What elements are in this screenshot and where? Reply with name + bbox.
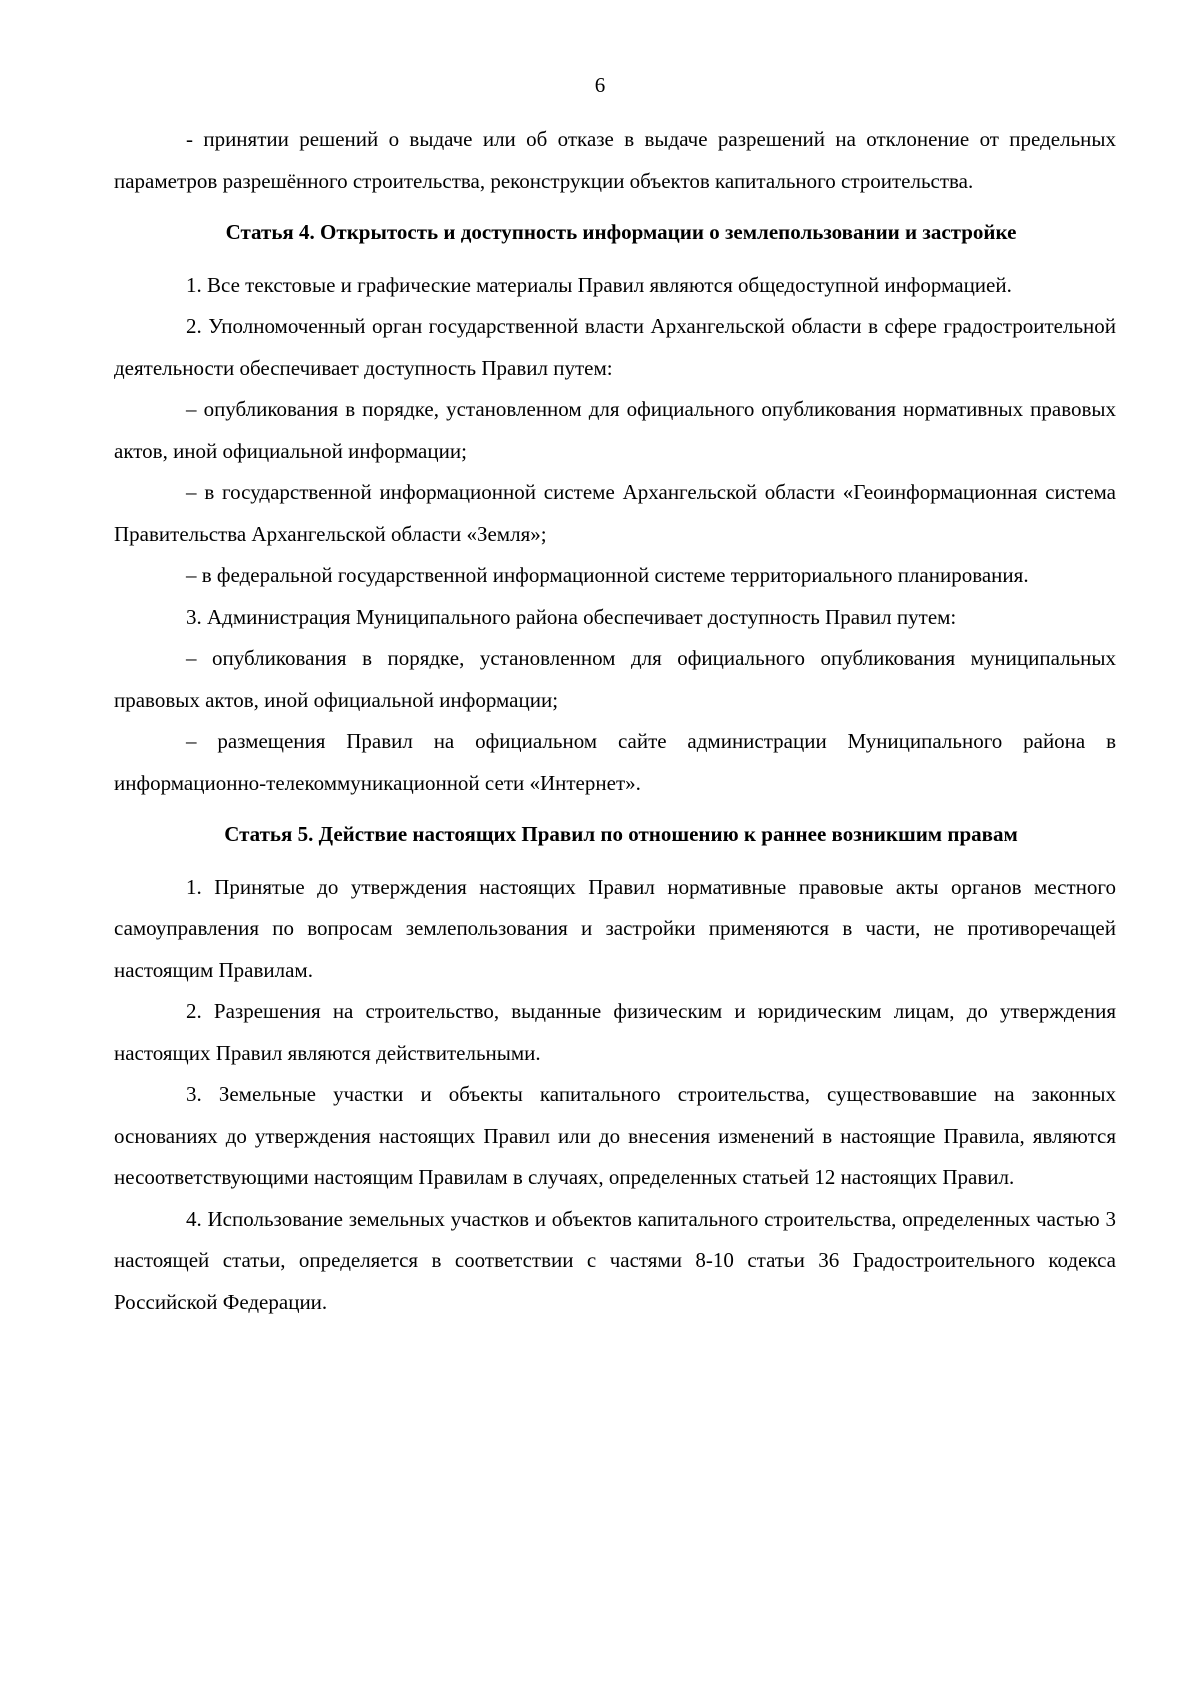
paragraph-4-2: 2. Уполномоченный орган государственной власти Архангельской области в сфере градостроительной деятельности обеспечивает доступность Правил путем: (114, 314, 1116, 380)
paragraph-4-3: 3. Администрация Муниципального района обеспечивает доступность Правил путем: (186, 604, 957, 629)
paragraph-5-2: 2. Разрешения на строительство, выданные физическим и юридическим лицам, до утверждения настоящих Правил являются действительными. (114, 999, 1116, 1065)
paragraph-4-1: 1. Все текстовые и графические материалы Правил являются общедоступной информацией. (186, 272, 1012, 297)
article-4-heading: Статья 4. Открытость и доступность информации о землепользовании и застройке (225, 220, 1017, 244)
list-item-municipal-publication: – опубликования в порядке, установленном для официального опубликования муниципальных правовых актов, иной официальной информации; (114, 646, 1116, 712)
paragraph-5-1: 1. Принятые до утверждения настоящих Правил нормативные правовые акты органов местного самоуправления по вопросам землепользования и застройки применяются в части, не противоречащей настоящим Правилам. (114, 874, 1116, 982)
paragraph-decision-permits: - принятии решений о выдаче или об отказе в выдаче разрешений на отклонение от предельных параметров разрешённого строительства, реконструкции объектов капитального строительства. (114, 127, 1116, 193)
article-5-heading: Статья 5. Действие настоящих Правил по отношению к раннее возникшим правам (224, 822, 1018, 846)
paragraph-5-4: 4. Использование земельных участков и объектов капитального строительства, определенных частью 3 настоящей статьи, определяется в соответствии с частями 8-10 статьи 36 Градостроительного кодекса Российской Федерации. (114, 1206, 1116, 1314)
list-item-website: – размещения Правил на официальном сайте администрации Муниципального района в информационно-телекоммуникационной сети «Интернет». (114, 729, 1116, 795)
document-body (114, 119, 1116, 1323)
list-item-publication: – опубликования в порядке, установленном для официального опубликования нормативных правовых актов, иной официальной информации; (114, 397, 1116, 463)
page-number: 6 (594, 73, 606, 97)
paragraph-5-3: 3. Земельные участки и объекты капитального строительства, существовавшие на законных основаниях до утверждения настоящих Правил или до внесения изменений в настоящие Правила, являются несоответствующими настоящим Правилам в случаях, определенных статьей 12 настоящих Правил. (114, 1082, 1116, 1189)
list-item-regional-gis: – в государственной информационной системе Архангельской области «Геоинформационная система Правительства Архангельской области «Земля»; (114, 480, 1116, 546)
list-item-federal-gis: – в федеральной государственной информационной системе территориального планирования. (186, 563, 1029, 587)
